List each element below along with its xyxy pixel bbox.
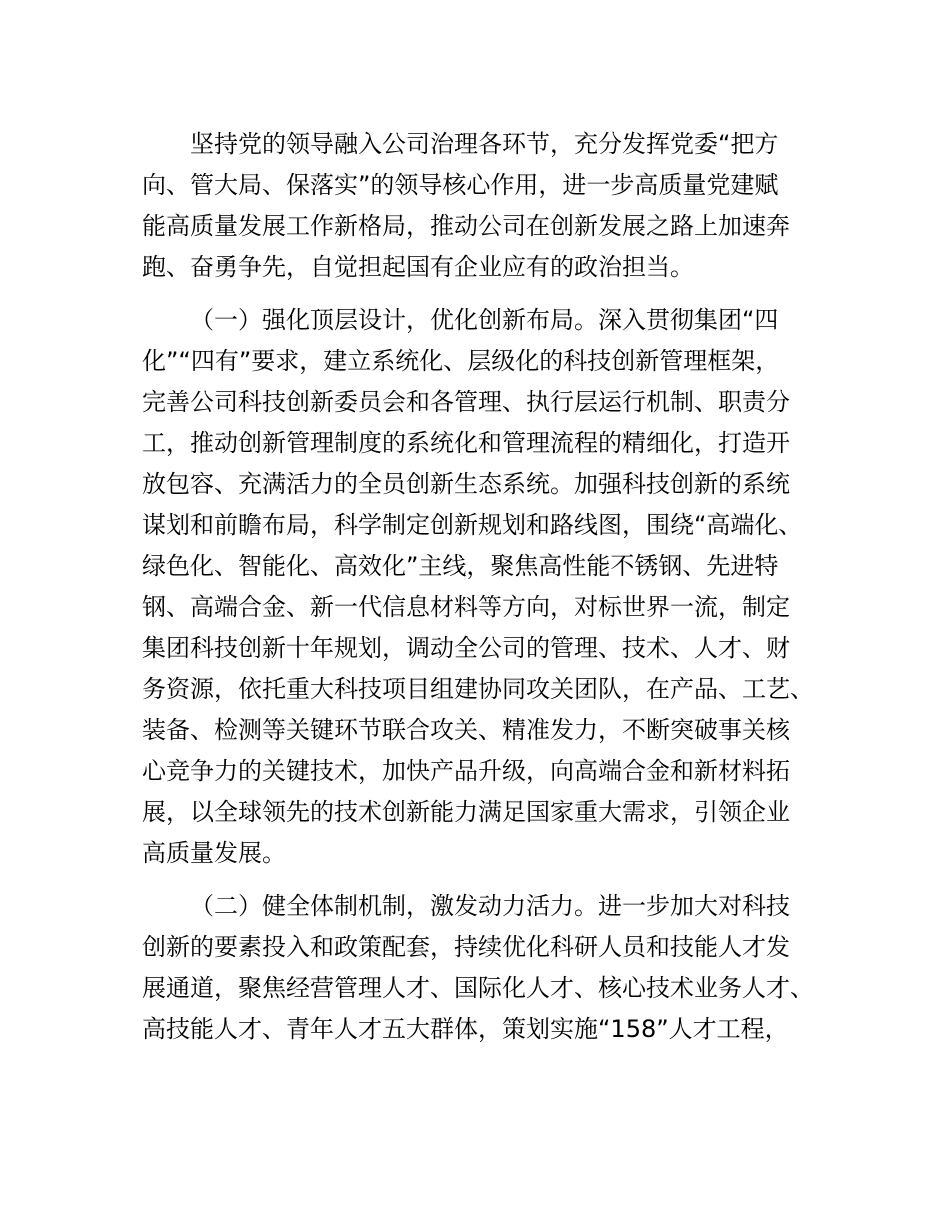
text-line: 向、管大局、保落实”的领导核心作用，进一步高质量党建赋: [142, 171, 779, 199]
text-line: 化”“四有”要求，建立系统化、层级化的科技创新管理框架，: [142, 347, 780, 375]
paragraph-party-leadership: [142, 124, 832, 288]
text-line: 高技能人才、青年人才五大群体，策划实施“158”人才工程，: [142, 1015, 789, 1043]
text-line: 钢、高端合金、新一代信息材料等方向，对标世界一流，制定: [142, 593, 790, 621]
text-line: 创新的要素投入和政策配套，持续优化科研人员和技能人才发: [142, 933, 790, 961]
text-line: 装备、检测等关键环节联合攻关、精准发力，不断突破事关核: [142, 716, 790, 744]
text-line: （二）健全体制机制，激发动力活力。进一步加大对科技: [190, 892, 790, 920]
text-line: 放包容、充满活力的全员创新生态系统。加强科技创新的系统: [142, 470, 790, 498]
text-line: 工，推动创新管理制度的系统化和管理流程的精细化，打造开: [142, 429, 790, 457]
text-line: 跑、奋勇争先，自觉担起国有企业应有的政治担当。: [142, 253, 694, 281]
text-line: 坚持党的领导融入公司治理各环节，充分发挥党委“把方: [190, 130, 779, 158]
text-line: 谋划和前瞻布局，科学制定创新规划和路线图，围绕“高端化、: [142, 511, 803, 539]
text-line: 展通道，聚焦经营管理人才、国际化人才、核心技术业务人才、: [142, 974, 814, 1002]
text-line: 绿色化、智能化、高效化”主线，聚焦高性能不锈钢、先进特: [142, 552, 779, 580]
paragraph-section-two: [142, 886, 832, 1050]
text-line: 心竞争力的关键技术，加快产品升级，向高端合金和新材料拓: [142, 757, 790, 785]
document-body: [142, 124, 832, 1062]
text-line: 能高质量发展工作新格局，推动公司在创新发展之路上加速奔: [142, 212, 790, 240]
text-line: 务资源，依托重大科技项目组建协同攻关团队，在产品、工艺、: [142, 675, 814, 703]
text-line: 高质量发展。: [142, 839, 286, 867]
text-line: 集团科技创新十年规划，调动全公司的管理、技术、人才、财: [142, 634, 790, 662]
text-line: 完善公司科技创新委员会和各管理、执行层运行机制、职责分: [142, 388, 790, 416]
text-line: （一）强化顶层设计，优化创新布局。深入贯彻集团“四: [190, 306, 779, 334]
paragraph-section-one: [142, 300, 832, 874]
text-line: 展，以全球领先的技术创新能力满足国家重大需求，引领企业: [142, 798, 790, 826]
